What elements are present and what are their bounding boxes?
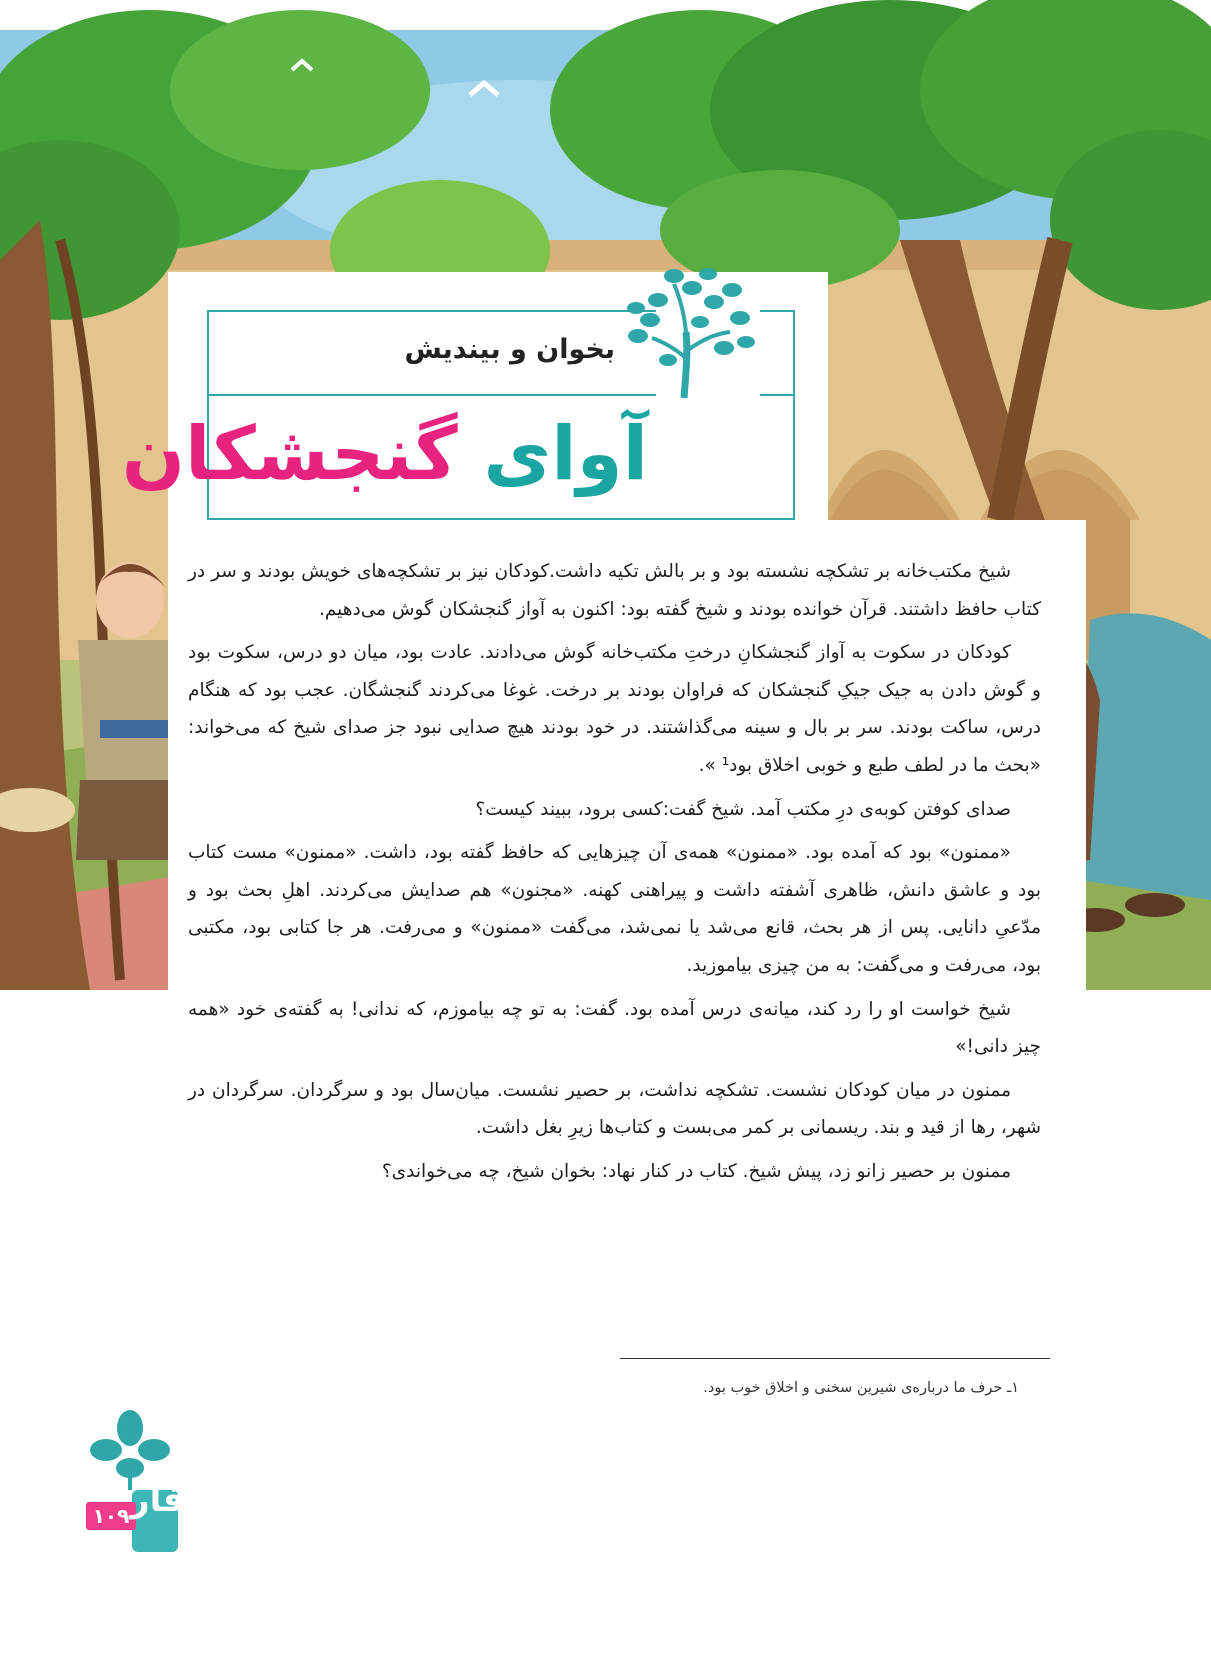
footnote-rule bbox=[620, 1358, 1050, 1359]
lesson-title-part-b: گنجشکان bbox=[121, 411, 458, 497]
paragraph: شیخ مکتب‌خانه بر تشکچه نشسته بود و بر بالش تکیه داشت.کودکان نیز بر تشکچه‌های خویش بودند و سر در کتاب حافظ داشتند. قرآن خوانده بودند و شیخ گفته بود: اکنون به آواز گنجشکان گوش می‌دهیم. bbox=[188, 561, 1041, 620]
lesson-title bbox=[121, 404, 648, 504]
paragraph: کودکان در سکوت به آواز گنجشکانِ درختِ مکتب‌خانه گوش می‌دادند. عادت بود، میان دو درس، سکوت بود و گوش دادن به جیک جیکِ گنجشکان که فراوان بودند بر درخت. غوغا می‌کردند گنجشگان. عجب بود که هنگام درس، ساکت بودند. سر بر بال و سینه می‌گذاشتند. در خود بودند هیچ صدایی نبود جز صدای شیخ که می‌خواند: «بحث ما در لطف طبع و خوبی اخلاق بود¹ ». bbox=[188, 642, 1041, 776]
page-number: ۱۰۹ bbox=[86, 1502, 136, 1530]
footnote: ۱ـ حرف ما درباره‌ی شیرین سخنی و اخلاق خوب بود. bbox=[703, 1380, 1019, 1396]
tree-icon bbox=[614, 262, 762, 402]
book-label: فار bbox=[130, 1480, 185, 1520]
story-text bbox=[188, 553, 1041, 1197]
paragraph: ممنون بر حصیر زانو زد، پیش شیخ. کتاب در کنار نهاد: بخوان شیخ، چه می‌خواندی؟ bbox=[381, 1160, 1011, 1182]
paragraph: صدای کوفتن کوبه‌ی درِ مکتب آمد. شیخ گفت:کسی برود، ببیند کیست؟ bbox=[475, 798, 1011, 820]
lesson-title-part-a: آوای bbox=[483, 411, 648, 497]
paragraph: ممنون در میان کودکان نشست. تشکچه نداشت، بر حصیر نشست. میان‌سال بود و سرگردان. سرگردان در شهر، رها از قید و بند. ریسمانی بر کمر می‌بست و کتاب‌ها زیرِ بغل داشت. bbox=[188, 1079, 1041, 1139]
section-label: بخوان و بیندیش bbox=[404, 334, 615, 365]
paragraph: «ممنون» بود که آمده بود. «ممنون» همه‌ی آن چیزهایی که حافظ گفته بود، داشت. «ممنون» مست کتاب بود و عاشق دانش، ظاهری آشفته داشت و پیراهنی کهنه. «مجنون» هم صدایش می‌کردند. اهلِ بحث بود و مدّعیِ دانایی. پس از هر بحث، قانع می‌شد یا نمی‌شد، می‌گفت «ممنون» و می‌رفت. هر جا کتابی بود، مکتبی بود، می‌رفت و می‌گفت: به من چیزی بیاموزید. bbox=[188, 842, 1041, 976]
paragraph: شیخ خواست او را رد کند، میانه‌ی درس آمده بود. گفت: به تو چه بیاموزم، که ندانی! به گفته‌ی خود «همه چیز دانی!» bbox=[188, 998, 1041, 1058]
